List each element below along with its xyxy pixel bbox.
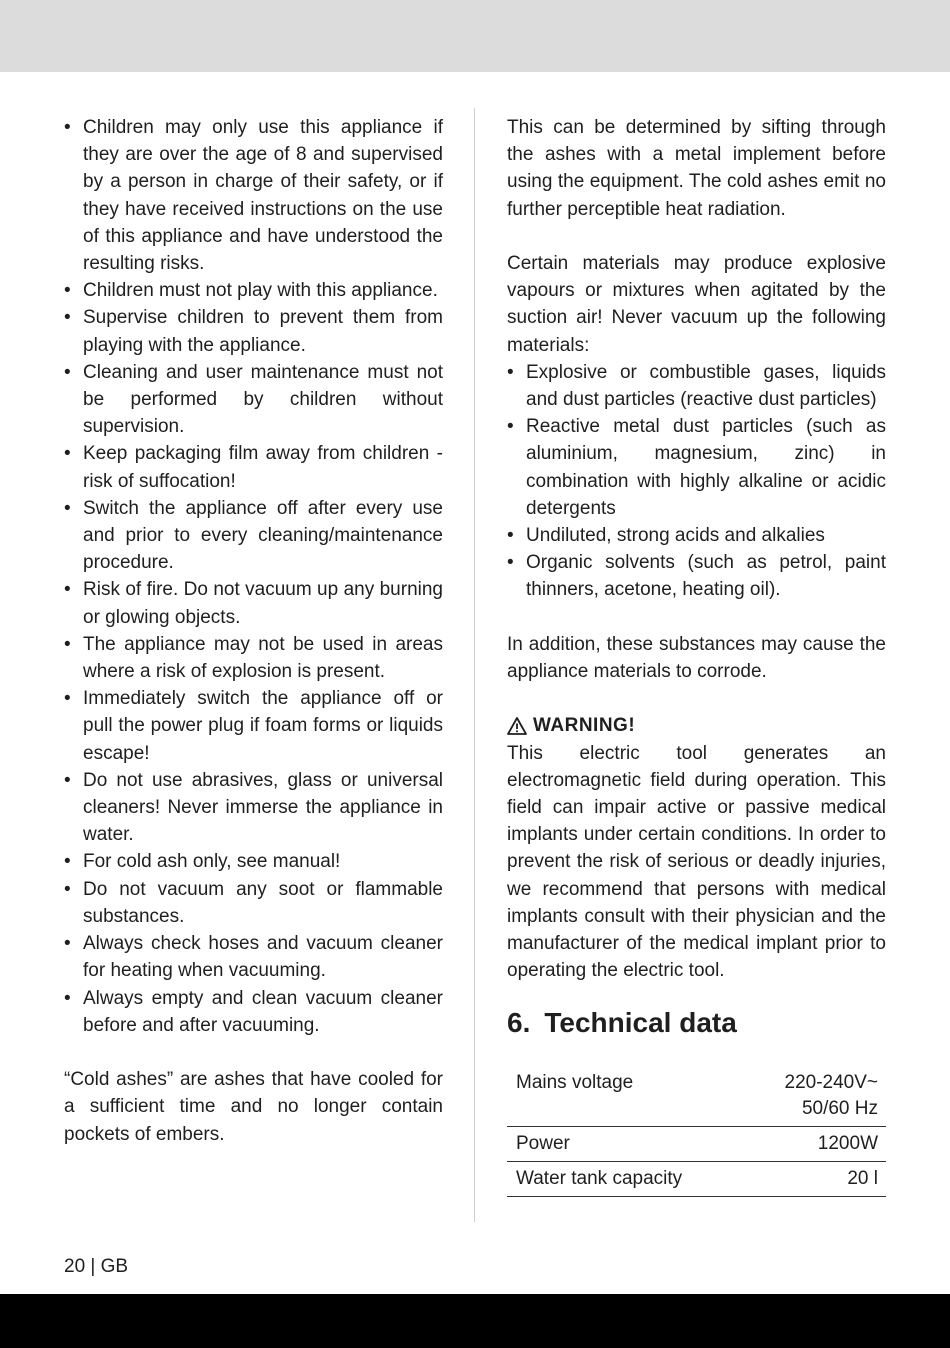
- section-title: Technical data: [544, 1007, 737, 1039]
- cold-ashes-paragraph: “Cold ashes” are ashes that have cooled for a sufficient time and no longer contain pockets of embers.: [64, 1069, 443, 1145]
- list-item: • Keep packaging film away from children - risk of suffocation!: [64, 440, 443, 494]
- language-code: GB: [100, 1256, 129, 1277]
- list-item: • Undiluted, strong acids and alkalies: [507, 522, 886, 549]
- safety-list: [64, 114, 443, 1039]
- footer-separator: |: [90, 1256, 96, 1277]
- list-item: • For cold ash only, see manual!: [64, 848, 443, 875]
- page-number: 20: [64, 1256, 86, 1277]
- corrode-paragraph: In addition, these substances may cause the appliance materials to corrode.: [507, 633, 886, 683]
- list-item: • Immediately switch the appliance off or pull the power plug if foam forms or liquids escape!: [64, 685, 443, 767]
- table-cell-label: Mains voltage: [507, 1066, 743, 1127]
- list-item: • Explosive or combustible gases, liquids and dust particles (reactive dust particles): [507, 359, 886, 413]
- section-heading: [507, 1006, 886, 1040]
- table-cell-value: 20 l: [743, 1162, 886, 1197]
- list-item: • Cleaning and user maintenance must not be performed by children without supervision.: [64, 359, 443, 441]
- list-item: • The appliance may not be used in areas where a risk of explosion is present.: [64, 631, 443, 685]
- list-item: • Reactive metal dust particles (such as aluminium, magnesium, zinc) in combination with highly alkaline or acidic detergents: [507, 413, 886, 522]
- list-item: • Do not use abrasives, glass or universal cleaners! Never immerse the appliance in water.: [64, 767, 443, 849]
- section-number: 6.: [507, 1007, 531, 1039]
- technical-data-table: [507, 1066, 886, 1197]
- left-column: [64, 114, 443, 1148]
- list-item: • Do not vacuum any soot or flammable substances.: [64, 876, 443, 930]
- table-cell-label: Power: [507, 1127, 743, 1162]
- list-item: • Children may only use this appliance if they are over the age of 8 and supervised by a person in charge of their safety, or if they have received instructions on the use of this appliance and have understood the resulting risks.: [64, 114, 443, 277]
- table-row: [507, 1127, 886, 1162]
- table-cell-value: 220-240V~ 50/60 Hz: [743, 1066, 886, 1127]
- materials-list: [507, 359, 886, 604]
- table-cell-value: 1200W: [743, 1127, 886, 1162]
- footer-band: [0, 1294, 950, 1348]
- warning-triangle-icon: [507, 716, 527, 736]
- table-row: [507, 1066, 886, 1127]
- warning-paragraph: This electric tool generates an electromagnetic field during operation. This field can impair active or passive medical implants under certain conditions. In order to prevent the risk of serious or deadly injuries, we recommend that persons with medical implants consult with their physician and the manufacturer of the medical implant prior to operating the electric tool.: [507, 742, 886, 982]
- list-item: • Organic solvents (such as petrol, paint thinners, acetone, heating oil).: [507, 549, 886, 603]
- list-item: • Always check hoses and vacuum cleaner for heating when vacuuming.: [64, 930, 443, 984]
- page-footer: [64, 1256, 128, 1278]
- table-cell-label: Water tank capacity: [507, 1162, 743, 1197]
- materials-intro: Certain materials may produce explosive vapours or mixtures when agitated by the suction air! Never vacuum up the following materials:: [507, 253, 886, 356]
- list-item: • Risk of fire. Do not vacuum up any burning or glowing objects.: [64, 576, 443, 630]
- table-row: [507, 1162, 886, 1197]
- right-column: [507, 114, 886, 1197]
- column-divider: [474, 108, 475, 1222]
- list-item: • Switch the appliance off after every use and prior to every cleaning/maintenance procedure.: [64, 495, 443, 577]
- warning-heading: [507, 712, 886, 739]
- intro-paragraph: This can be determined by sifting through the ashes with a metal implement before using the equipment. The cold ashes emit no further perceptible heat radiation.: [507, 117, 886, 220]
- list-item: • Supervise children to prevent them from playing with the appliance.: [64, 304, 443, 358]
- list-item: • Children must not play with this appliance.: [64, 277, 443, 304]
- list-item: • Always empty and clean vacuum cleaner before and after vacuuming.: [64, 985, 443, 1039]
- warning-title: WARNING!: [533, 715, 636, 737]
- header-band: [0, 0, 950, 72]
